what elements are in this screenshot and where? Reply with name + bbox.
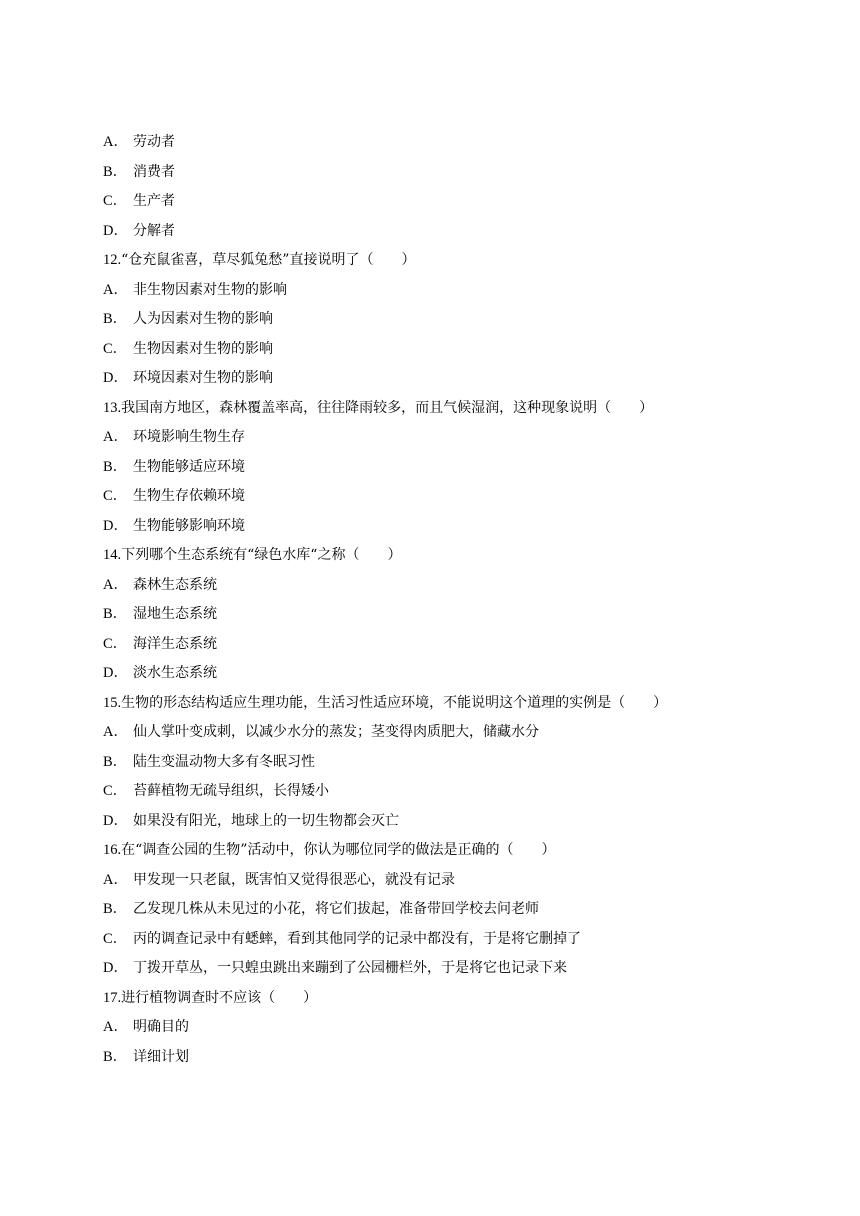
option-text: 环境影响生物生存 — [133, 429, 245, 445]
option-letter: C． — [103, 930, 128, 947]
answer-option — [103, 187, 783, 217]
question-stem — [103, 541, 783, 571]
answer-option — [103, 453, 783, 483]
option-letter: B． — [103, 753, 128, 770]
option-text: 生物因素对生物的影响 — [133, 340, 273, 357]
question-stem — [103, 394, 783, 424]
question-stem — [103, 689, 783, 719]
option-text: 详细计划 — [133, 1048, 189, 1065]
answer-option — [103, 512, 783, 542]
answer-option — [103, 954, 783, 984]
question-text: 在“调查公园的生物”活动中，你认为哪位同学的做法是正确的（ ） — [121, 842, 556, 858]
option-letter: C． — [103, 488, 128, 504]
question-text: 进行植物调查时不应该（ ） — [121, 989, 318, 1006]
question-text: 我国南方地区，森林覆盖率高，往往降雨较多，而且气候湿润，这种现象说明（ ） — [121, 399, 654, 416]
option-letter: B． — [103, 311, 128, 327]
option-text: 消费者 — [133, 163, 175, 180]
answer-option — [103, 423, 783, 453]
question-number: 12. — [103, 252, 122, 268]
answer-option — [103, 600, 783, 630]
option-letter: C． — [103, 783, 128, 799]
option-letter: C． — [103, 340, 128, 357]
option-letter: D． — [103, 370, 128, 386]
answer-option — [103, 305, 783, 335]
option-text: 仙人掌叶变成刺，以减少水分的蒸发；茎变得肉质肥大，储藏水分 — [133, 724, 539, 740]
option-letter: A． — [103, 724, 128, 740]
answer-option — [103, 482, 783, 512]
question-text: 下列哪个生态系统有“绿色水库“之称（ ） — [121, 547, 402, 563]
question-text: 生物的形态结构适应生理功能，生活习性适应环境，不能说明这个道理的实例是（ ） — [121, 694, 668, 711]
answer-option — [103, 807, 783, 837]
option-letter: D． — [103, 665, 128, 681]
option-text: 淡水生态系统 — [133, 665, 217, 681]
option-text: 丁拨开草丛，一只蝗虫跳出来蹦到了公园栅栏外，于是将它也记录下来 — [133, 960, 567, 976]
option-letter: B． — [103, 901, 128, 917]
option-text: 分解者 — [133, 222, 175, 239]
option-text: 人为因素对生物的影响 — [133, 311, 273, 327]
answer-option — [103, 217, 783, 247]
option-text: 湿地生态系统 — [133, 606, 217, 622]
option-text: 森林生态系统 — [133, 576, 217, 593]
answer-option — [103, 1013, 783, 1043]
option-text: 甲发现一只老鼠，既害怕又觉得很恶心，就没有记录 — [133, 871, 455, 888]
option-letter: D． — [103, 812, 128, 829]
option-text: 苔藓植物无疏导组织，长得矮小 — [133, 783, 329, 799]
answer-option — [103, 866, 783, 896]
question-stem — [103, 836, 783, 866]
question-number: 17. — [103, 989, 122, 1006]
answer-option — [103, 571, 783, 601]
option-letter: A． — [103, 429, 128, 445]
answer-option — [103, 276, 783, 306]
question-list — [103, 128, 783, 1072]
answer-option — [103, 364, 783, 394]
option-text: 陆生变温动物大多有冬眠习性 — [133, 753, 315, 770]
option-text: 丙的调查记录中有蟋蟀，看到其他同学的记录中都没有，于是将它删掉了 — [133, 930, 581, 947]
option-text: 生物能够适应环境 — [133, 458, 245, 475]
answer-option — [103, 128, 783, 158]
answer-option — [103, 659, 783, 689]
answer-option — [103, 895, 783, 925]
answer-option — [103, 718, 783, 748]
option-text: 非生物因素对生物的影响 — [133, 281, 287, 298]
option-letter: A． — [103, 281, 128, 298]
option-letter: D． — [103, 960, 128, 976]
option-letter: B． — [103, 1048, 128, 1065]
option-text: 劳动者 — [133, 134, 175, 150]
question-stem — [103, 984, 783, 1014]
option-letter: B． — [103, 163, 128, 180]
option-letter: C． — [103, 193, 128, 209]
option-text: 乙发现几株从未见过的小花，将它们拔起，准备带回学校去问老师 — [133, 901, 539, 917]
option-letter: B． — [103, 606, 128, 622]
question-number: 13. — [103, 399, 122, 416]
answer-option — [103, 925, 783, 955]
answer-option — [103, 335, 783, 365]
option-letter: B． — [103, 458, 128, 475]
option-letter: A． — [103, 1019, 128, 1035]
answer-option — [103, 630, 783, 660]
option-text: 如果没有阳光，地球上的一切生物都会灭亡 — [133, 812, 399, 829]
option-letter: A． — [103, 576, 128, 593]
option-text: 生物能够影响环境 — [133, 517, 245, 534]
question-number: 15. — [103, 694, 122, 711]
question-text: “仓充鼠雀喜，草尽狐兔愁”直接说明了（ ） — [121, 252, 416, 268]
option-text: 明确目的 — [133, 1019, 189, 1035]
option-text: 生物生存依赖环境 — [133, 488, 245, 504]
option-text: 环境因素对生物的影响 — [133, 370, 273, 386]
answer-option — [103, 748, 783, 778]
answer-option — [103, 777, 783, 807]
option-text: 生产者 — [133, 193, 175, 209]
question-number: 14. — [103, 547, 122, 563]
answer-option — [103, 158, 783, 188]
option-text: 海洋生态系统 — [133, 635, 217, 652]
option-letter: A． — [103, 871, 128, 888]
question-number: 16. — [103, 842, 122, 858]
option-letter: D． — [103, 517, 128, 534]
question-stem — [103, 246, 783, 276]
option-letter: D． — [103, 222, 128, 239]
option-letter: C． — [103, 635, 128, 652]
option-letter: A． — [103, 134, 128, 150]
answer-option — [103, 1043, 783, 1073]
